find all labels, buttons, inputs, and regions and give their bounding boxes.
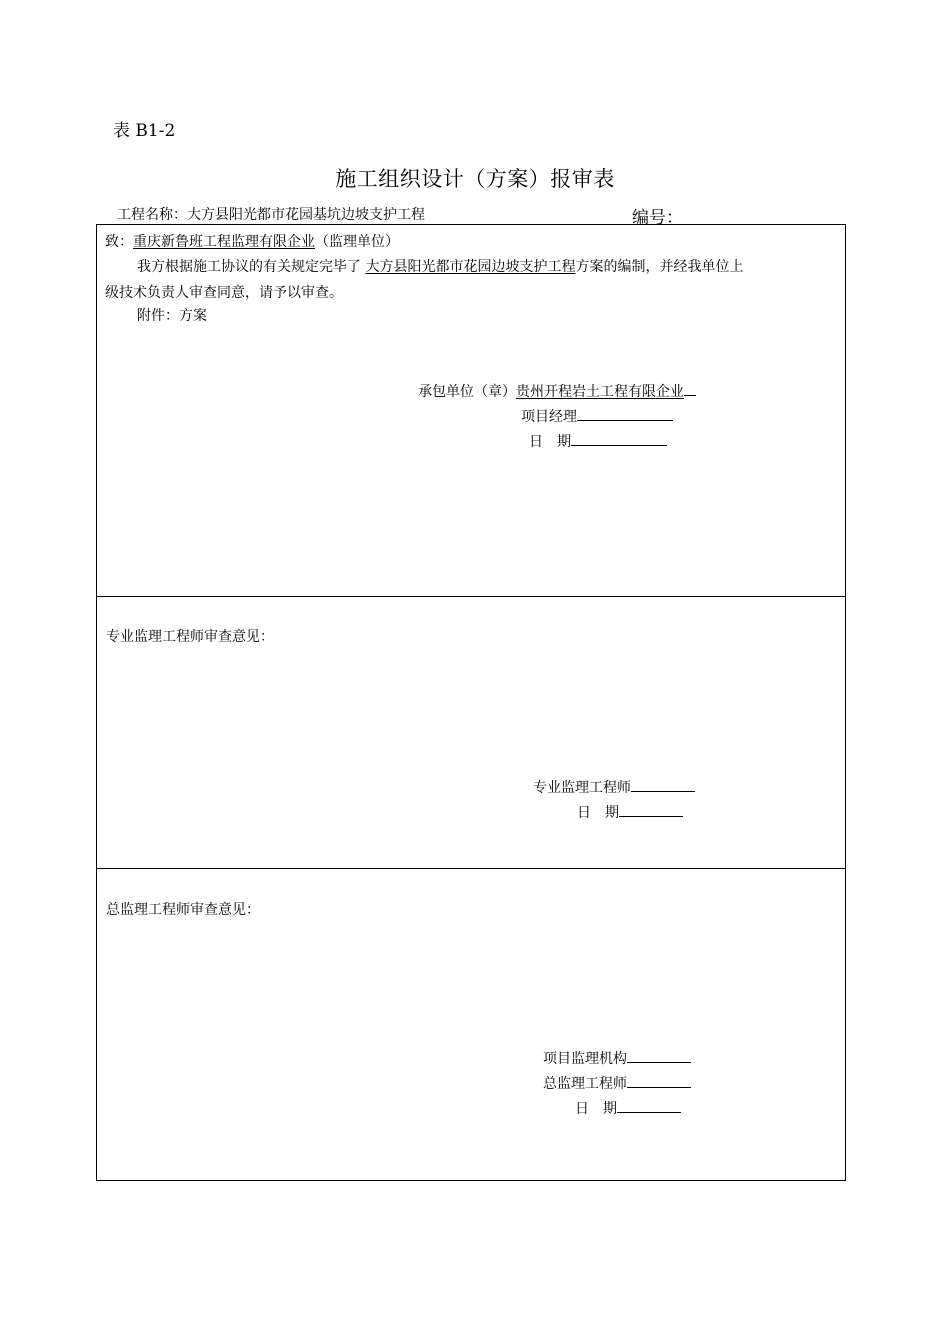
form-code: 表 B1-2 [113,121,176,141]
body-paragraph-line2: 级技术负责人审查同意，请予以审查。 [105,285,343,301]
org-label: 项目监理机构 [543,1051,627,1067]
engineer-signature-line [533,776,695,797]
project-label: 工程名称： [117,207,187,223]
pm-label: 项目经理 [521,409,577,425]
date-label: 日 期 [577,805,619,821]
project-name-line [117,204,425,224]
contractor-line [418,380,696,401]
body-prefix: 我方根据施工协议的有关规定完毕了 [137,259,361,275]
section-divider [96,596,846,597]
date-label: 日 期 [575,1101,617,1117]
date-blank-2[interactable] [619,801,683,817]
body-suffix: 方案的编制，并经我单位上 [575,259,744,275]
contractor-blank[interactable] [684,380,696,396]
project-name: 大方县阳光都市花园基坑边坡支护工程 [187,207,425,223]
date-blank-1[interactable] [571,430,667,446]
org-signature-blank[interactable] [627,1047,691,1063]
pm-signature-blank[interactable] [577,405,673,421]
to-label: 致： [105,234,133,250]
contractor-label: 承包单位（章） [418,384,516,400]
attachment-line: 附件：方案 [137,308,207,324]
chief-label: 总监理工程师 [543,1076,627,1092]
date-line-3 [575,1097,681,1118]
body-paragraph-line1 [137,256,743,276]
serial-number-label: 编号： [632,208,683,228]
section-divider [96,868,846,869]
engineer-review-heading: 专业监理工程师审查意见： [106,629,274,645]
body-project-name: 大方县阳光都市花园边坡支护工程 [365,259,576,275]
date-label: 日 期 [529,434,571,450]
addressee-line [105,231,399,251]
chief-engineer-line [543,1072,691,1093]
supervisor-unit: 重庆新鲁班工程监理有限企业 [133,234,315,250]
chief-signature-blank[interactable] [627,1072,691,1088]
engineer-signature-blank[interactable] [631,776,695,792]
project-manager-line [521,405,673,426]
contractor-name: 贵州开程岩土工程有限企业 [516,384,684,400]
date-blank-3[interactable] [617,1097,681,1113]
date-line-1 [529,430,667,451]
chief-review-heading: 总监理工程师审查意见： [106,902,260,918]
date-line-2 [577,801,683,822]
page-title: 施工组织设计（方案）报审表 [335,167,615,191]
supervisor-suffix: （监理单位） [315,234,399,250]
form-table [96,224,846,1181]
supervision-org-line [543,1047,691,1068]
engineer-label: 专业监理工程师 [533,780,631,796]
